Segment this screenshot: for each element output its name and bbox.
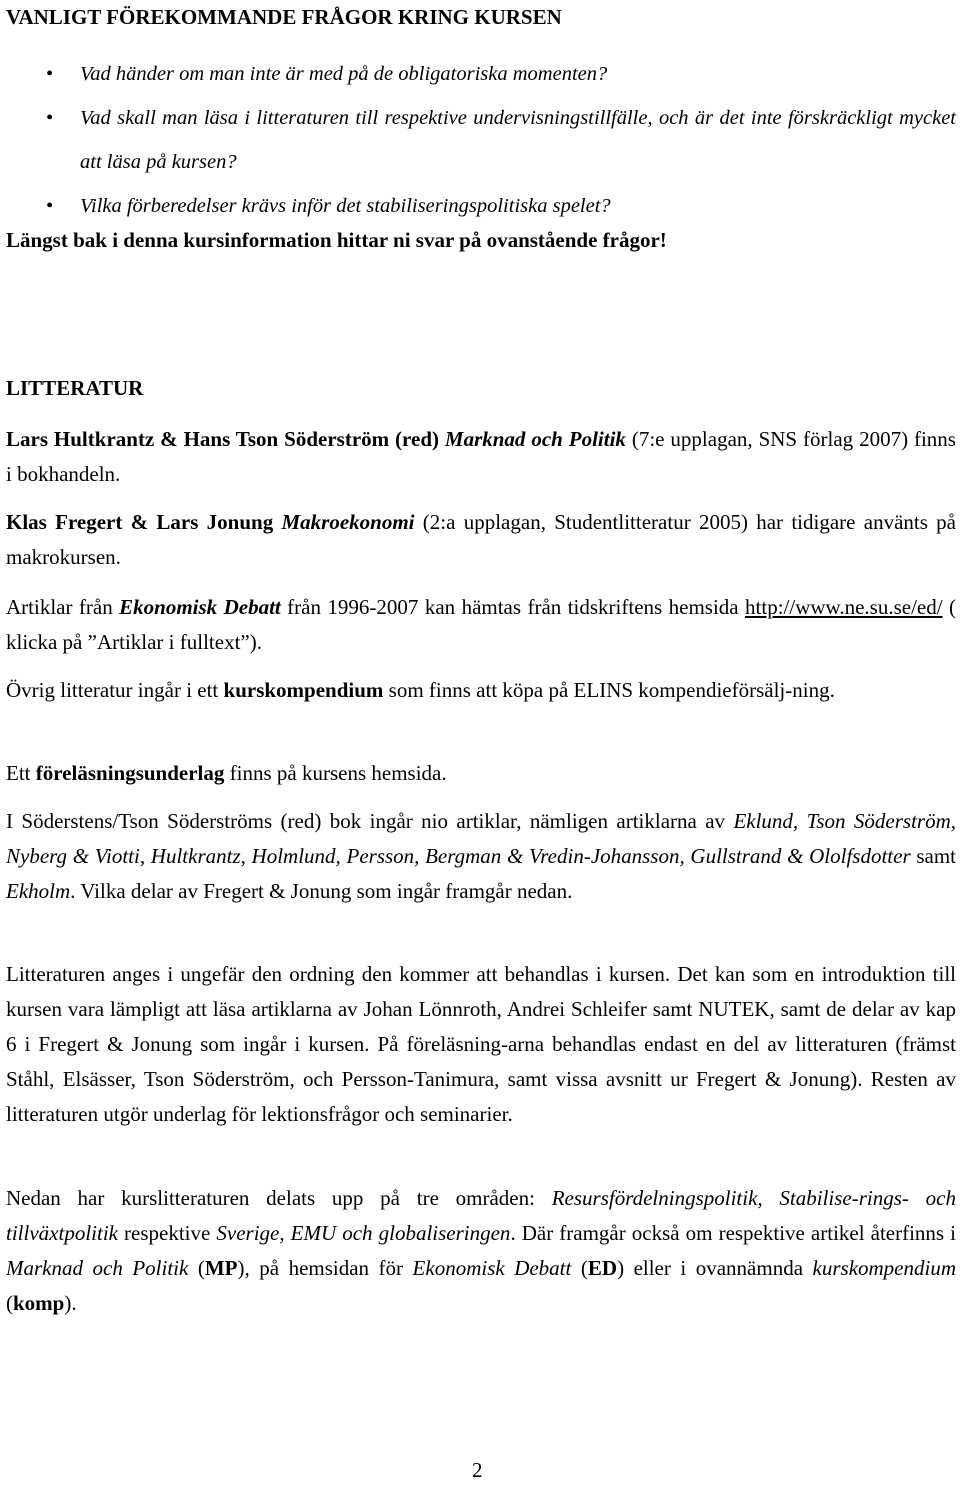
separator bbox=[273, 510, 281, 534]
literature-paragraph-4 bbox=[6, 673, 956, 708]
journal-title: Ekonomisk Debatt bbox=[119, 595, 281, 619]
bullet-icon: • bbox=[46, 63, 54, 85]
text: från 1996-2007 kan hämtas från tidskriftens hemsida bbox=[280, 595, 746, 619]
book-details: (7:e upplagan, SNS förlag 2007) finns i bokhandeln. bbox=[6, 427, 956, 486]
text: Artiklar från bbox=[6, 595, 120, 619]
book-title: Marknad och Politik bbox=[6, 1256, 189, 1280]
area-names: Resursfördelningspolitik, Stabilise-rings- och tillväxtpolitik bbox=[6, 1186, 956, 1245]
faq-item bbox=[6, 52, 956, 96]
compendium-term: kurskompendium bbox=[812, 1256, 957, 1280]
text: Nedan har kurslitteraturen delats upp på tre områden: bbox=[6, 1186, 552, 1210]
abbreviation: ED bbox=[587, 1256, 618, 1280]
text: ( klicka på ”Artiklar i fulltext”). bbox=[6, 595, 956, 654]
article-authors: Eklund, Tson Söderström, Nyberg & Viotti, Hultkrantz, Holmlund, Persson, Bergman & Vredin-Johansson, Gullstrand & Ololfsdotter bbox=[6, 809, 956, 868]
page-number: 2 bbox=[472, 1458, 483, 1482]
abbreviation: komp bbox=[13, 1291, 65, 1315]
text: finns på kursens hemsida. bbox=[224, 761, 447, 785]
editor-note: (red) bbox=[389, 427, 445, 451]
book-details: (2:a upplagan, Studentlitteratur 2005) har tidigare använts på makrokursen. bbox=[6, 510, 956, 569]
faq-answer: Längst bak i denna kursinformation hittar ni svar på ovanstående frågor! bbox=[6, 228, 667, 252]
literature-paragraph-6 bbox=[6, 804, 956, 909]
literature-paragraph-1 bbox=[6, 422, 956, 492]
journal-website-link[interactable]: http://www.ne.su.se/ed/ bbox=[745, 595, 943, 619]
book-title: Marknad och Politik bbox=[444, 427, 626, 451]
text: ( bbox=[6, 1291, 13, 1315]
literature-paragraph-2 bbox=[6, 505, 956, 575]
text: . Där framgår också om respektive artikel återfinns i bbox=[510, 1221, 956, 1245]
faq-question: Vad skall man läsa i litteraturen till respektive undervisningstillfälle, och är det inte förskräckligt mycket att läsa på kursen? bbox=[80, 107, 956, 173]
literature-paragraph-8 bbox=[6, 1181, 956, 1321]
journal-title: Ekonomisk Debatt bbox=[412, 1256, 572, 1280]
area-name: Sverige, EMU och globaliseringen bbox=[216, 1221, 511, 1245]
faq-list bbox=[6, 52, 956, 228]
faq-question: Vad händer om man inte är med på de obligatoriska momenten? bbox=[80, 63, 608, 85]
abbreviation: MP bbox=[204, 1256, 238, 1280]
text: ( bbox=[188, 1256, 205, 1280]
article-author: Ekholm bbox=[6, 879, 71, 903]
forelasningsunderlag-term: föreläsningsunderlag bbox=[35, 761, 225, 785]
literature-heading: LITTERATUR bbox=[6, 376, 144, 400]
kurskompendium-term: kurskompendium bbox=[223, 678, 384, 702]
literature-paragraph-5 bbox=[6, 756, 956, 791]
text: som finns att köpa på ELINS kompendieförsälj-ning. bbox=[383, 678, 835, 702]
text: I Söderstens/Tson Söderströms (red) bok ingår nio artiklar, nämligen artiklarna av bbox=[6, 809, 734, 833]
text: Övrig litteratur ingår i ett bbox=[6, 678, 224, 702]
text: ( bbox=[571, 1256, 588, 1280]
text: . Vilka delar av Fregert & Jonung som ingår framgår nedan. bbox=[70, 879, 573, 903]
faq-item bbox=[6, 184, 956, 228]
text: ) eller i ovannämnda bbox=[617, 1256, 813, 1280]
literature-paragraph-7: Litteraturen anges i ungefär den ordning den kommer att behandlas i kursen. Det kan som en introduktion till kursen vara lämpligt att läsa artiklarna av Johan Lönnroth, Andrei Schleifer samt NUTEK, samt de delar av kap 6 i Fregert & Jonung som ingår i kursen. På föreläsning-arna behandlas endast en del av litteraturen (främst Ståhl, Elsässer, Tson Söderström, och Persson-Tanimura, samt vissa avsnitt ur Fregert & Jonung). Resten av litteraturen utgör underlag för lektionsfrågor och seminarier. bbox=[6, 962, 956, 1126]
book-title: Makroekonomi bbox=[281, 510, 415, 534]
book-authors: Lars Hultkrantz & Hans Tson Söderström bbox=[6, 427, 390, 451]
faq-heading: VANLIGT FÖREKOMMANDE FRÅGOR KRING KURSEN bbox=[6, 5, 562, 29]
bullet-icon: • bbox=[46, 195, 54, 217]
faq-question: Vilka förberedelser krävs inför det stabiliseringspolitiska spelet? bbox=[80, 195, 611, 217]
literature-paragraph-3 bbox=[6, 590, 956, 660]
text: ). bbox=[64, 1291, 77, 1315]
text: Ett bbox=[6, 761, 36, 785]
text: ), på hemsidan för bbox=[237, 1256, 413, 1280]
text: respektive bbox=[117, 1221, 217, 1245]
bullet-icon: • bbox=[46, 107, 54, 129]
faq-item bbox=[6, 96, 956, 184]
book-authors: Klas Fregert & Lars Jonung bbox=[6, 510, 274, 534]
text: samt bbox=[910, 844, 956, 868]
